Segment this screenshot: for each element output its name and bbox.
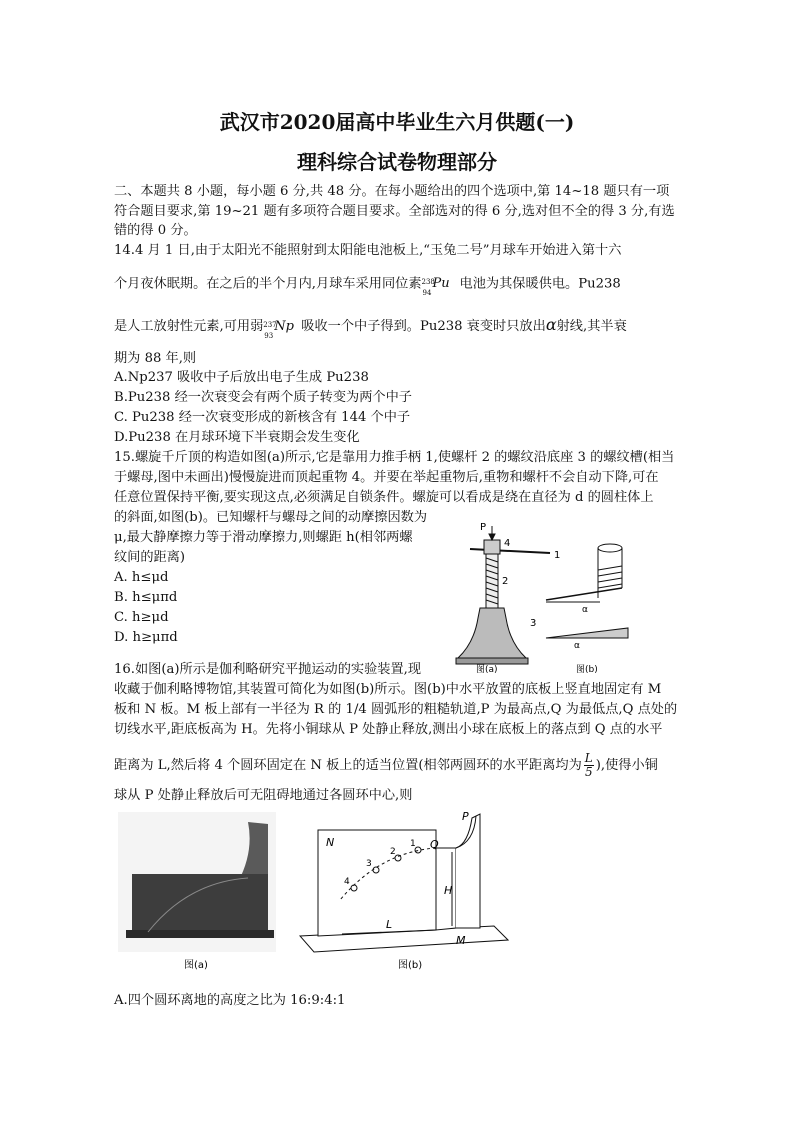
q14-line-3 <box>114 315 627 340</box>
q16-line-1: 16.如图(a)所示是伽利略研究平抛运动的实验装置,现 <box>114 662 422 677</box>
label-p: P <box>462 810 469 823</box>
label-4: 4 <box>504 538 511 549</box>
label-p: P <box>480 522 487 533</box>
q15-figure <box>440 518 680 678</box>
cylinder-threads <box>598 566 622 588</box>
q15-line-2: 于螺母,图中未画出)慢慢旋进而顶起重物 4。并要在举起重物后,重物和螺杆不会自动下降,可在 <box>114 470 659 485</box>
q14-option-a: A.Np237 吸收中子后放出电子生成 Pu238 <box>114 370 369 385</box>
q14-line-2b: 电池为其保暖供电。Pu238 <box>459 276 621 292</box>
q15-line-1: 15.螺旋千斤顶的构造如图(a)所示,它是靠用力推手柄 1,使螺杆 2 的螺纹沿底座 3 的螺纹槽(相当 <box>114 450 675 465</box>
page-subtitle: 理科综合试卷物理部分 <box>297 150 497 174</box>
label-alpha-1: α <box>582 605 588 615</box>
q16-line-3: 板和 N 板。M 板上部有一半径为 R 的 1/4 圆弧形的粗糙轨道,P 为最高点,Q 为最低点,Q 点处的 <box>114 702 678 717</box>
jack-base <box>458 608 526 658</box>
label-ring-1: 1 <box>410 839 416 849</box>
arc-track <box>456 814 480 928</box>
l-over-5-fraction <box>584 752 594 779</box>
q14-line-4: 期为 88 年,则 <box>114 351 197 366</box>
force-arrowhead <box>489 534 495 540</box>
projectile-setup-diagram <box>290 808 514 974</box>
jack-foot <box>456 658 528 664</box>
label-ring-4: 4 <box>344 877 350 887</box>
intro-line-1: 二、本题共 8 小题，每小题 6 分,共 48 分。在每小题给出的四个选项中,第 14~18 题只有一项 <box>114 184 670 199</box>
q14-option-b: B.Pu238 经一次衰变会有两个质子转变为两个中子 <box>114 390 412 405</box>
label-1: 1 <box>554 550 561 561</box>
q15-option-b: B. h≤μπd <box>114 590 178 605</box>
q14-option-d: D.Pu238 在月球环境下半衰期会发生变化 <box>114 430 360 445</box>
galileo-apparatus-photo <box>118 812 276 974</box>
pu-z: 94 <box>422 289 432 297</box>
fig-a-caption: 图(a) <box>476 665 498 675</box>
q15-line-5: μ,最大静摩擦力等于滑动摩擦力,则螺距 h(相邻两螺 <box>114 530 413 545</box>
pu-symbol: Pu <box>432 276 450 291</box>
photo-board <box>132 874 268 932</box>
q16-option-a: A.四个圆环离地的高度之比为 16:9:4:1 <box>114 993 346 1008</box>
label-n: N <box>326 836 335 849</box>
q14-line-2a: 个月夜休眠期。在之后的半个月内,月球车采用同位素 <box>114 276 422 292</box>
q16-line-6: 球从 P 处静止释放后可无阻碍地通过各圆环中心,则 <box>114 788 413 803</box>
jack-screw <box>486 554 498 608</box>
label-ring-3: 3 <box>366 859 372 869</box>
np-symbol: Np <box>274 318 294 334</box>
frac-numerator: L <box>584 751 593 765</box>
q16-fig-b-caption: 图(b) <box>398 960 423 971</box>
q16-line-5b: ),使得小铜 <box>595 758 658 773</box>
frac-denominator: 5 <box>584 765 593 779</box>
label-m: M <box>456 934 466 947</box>
q14-option-c: C. Pu238 经一次衰变形成的新核含有 144 个中子 <box>114 410 411 425</box>
lower-incline <box>546 628 628 638</box>
q15-option-a: A. h≤μd <box>114 570 169 585</box>
q14-line-3c: 射线,其半衰 <box>556 319 627 334</box>
intro-line-3: 错的得 0 分。 <box>114 223 197 238</box>
page-title: 武汉市2020届高中毕业生六月供题(一) <box>219 110 575 134</box>
q15-line-6: 纹间的距离) <box>114 550 186 565</box>
fig-b-caption: 图(b) <box>576 665 598 675</box>
q14-line-3b: 吸收一个中子得到。Pu238 衰变时只放出 <box>301 319 546 334</box>
pu-nuclide <box>421 275 460 297</box>
jack-handle <box>470 549 550 553</box>
q14-line-3a: 是人工放射性元素,可用弱 <box>114 319 264 334</box>
jack-load <box>484 540 500 554</box>
n-board <box>318 830 436 936</box>
q16-line-4: 切线水平,距底板高为 H。先将小铜球从 P 处静止释放,测出小球在底板上的落点到 Q 点的水平 <box>114 722 663 737</box>
np-nuclide <box>263 318 301 340</box>
q15-option-d: D. h≥μπd <box>114 630 178 645</box>
q16-line-5a: 距离为 L,然后将 4 个圆环固定在 N 板上的适当位置(相邻两圆环的水平距离均为 <box>114 758 582 773</box>
alpha-symbol: α <box>545 315 557 334</box>
q15-line-3: 任意位置保持平衡,要实现这点,必须满足自锁条件。螺旋可以看成是绕在直径为 d 的圆柱体上 <box>114 490 654 505</box>
intro-line-2: 符合题目要求,第 19~21 题有多项符合题目要求。全部选对的得 6 分,选对但不全的得 3 分,有选 <box>114 204 675 219</box>
q14-line-2 <box>114 275 621 297</box>
q16-fig-a-caption: 图(a) <box>184 960 208 971</box>
label-h: H <box>444 884 453 897</box>
cylinder-top <box>598 544 622 552</box>
label-3: 3 <box>530 618 537 629</box>
np-mass: 237 <box>263 320 277 329</box>
q16-line-5 <box>114 752 658 779</box>
label-l: L <box>386 918 393 931</box>
label-alpha-2: α <box>574 641 580 651</box>
np-z: 93 <box>264 331 274 340</box>
q16-line-2: 收藏于伽利略博物馆,其装置可简化为如图(b)所示。图(b)中水平放置的底板上竖直地固定有 M <box>114 682 662 697</box>
label-q: Q <box>430 838 439 851</box>
upper-incline <box>546 588 622 600</box>
pu-mass: 238 <box>421 278 435 286</box>
screw-jack-diagram <box>456 526 550 664</box>
q15-line-4: 的斜面,如图(b)。已知螺杆与螺母之间的动摩擦因数为 <box>114 510 428 525</box>
label-ring-2: 2 <box>390 847 396 857</box>
label-2: 2 <box>502 576 509 587</box>
q15-option-c: C. h≥μd <box>114 610 169 625</box>
q14-line-1: 14.4 月 1 日,由于太阳光不能照射到太阳能电池板上,“玉兔二号”月球车开始进入第十六 <box>114 243 622 258</box>
